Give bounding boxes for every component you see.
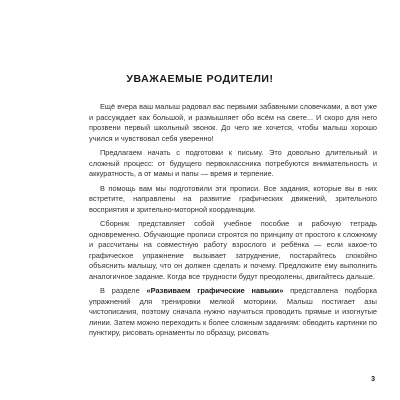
section-title-graphic-skills: «Развиваем графические навыки» <box>146 286 284 295</box>
paragraph-collection-description: Сборник представляет собой учебное пособие и рабочую тетрадь одновременно. Обучающие прописи строятся по принципу от простого к сложному и рассчитаны на совместную работу взрослого и ребёнка — если какое-то графическое упражнение вызывает затруднение, постарайтесь спокойно объяснить малышу, что он должен сделать и почему. Предложите ему выполнить аналогичное задание. Когда все трудности будут преодолены, двигайтесь дальше. <box>89 219 377 281</box>
page-number: 3 <box>371 376 375 383</box>
paragraph-section-rest: представлена подборка упражнений для тренировки мелкой моторики. Малыш постигает азы чистописания, поэтому сначала нужно научиться проводить прямые и изогнутые линии. Затем можно переходить к более сложным заданиям: обводить картинки по пунктиру, рисовать орнаменты по образцу, рисовать <box>89 286 377 337</box>
paragraph-intro: Ещё вчера ваш малыш радовал вас первыми забавными словечками, а вот уже и рассуждает как большой, и размышляет обо всём на свете... И скоро для него прозвени первый школьный звонок. До чего же хочется, чтобы малыш хорошо учился и чувствовал себя уверенно! <box>89 102 377 143</box>
paragraph-writing-prep: Предлагаем начать с подготовки к письму. Это довольно длительный и сложный процесс: от будущего первоклассника потребуются внимательность и аккуратность, а от мамы и папы — время и терпение. <box>89 148 377 178</box>
page-title: УВАЖАЕМЫЕ РОДИТЕЛИ! <box>126 73 274 85</box>
paragraph-section-graphic-skills <box>89 286 377 339</box>
paragraph-section-prefix: В разделе <box>100 286 147 295</box>
body-text <box>89 102 377 343</box>
paragraph-copybook-purpose: В помощь вам мы подготовили эти прописи. Все задания, которые вы в них встретите, направлены на развитие графических движений, зрительного восприятия и зрительно-моторной координации. <box>89 183 377 214</box>
